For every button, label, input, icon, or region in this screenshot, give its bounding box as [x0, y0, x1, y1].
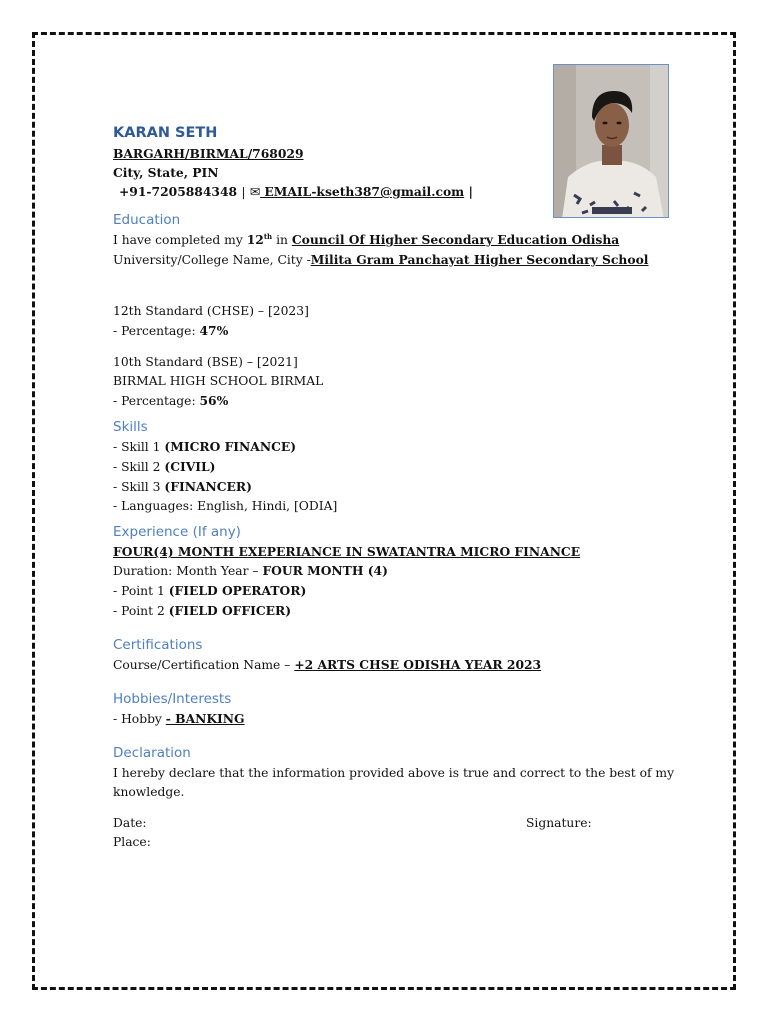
ssc-school: BIRMAL HIGH SCHOOL BIRMAL [113, 374, 324, 388]
resume-body [113, 124, 673, 852]
hsc-title: 12th Standard (CHSE) – [2023] [113, 304, 309, 318]
education-board: Council Of Higher Secondary Education Odisha [291, 232, 620, 247]
hsc-percentage-label: - Percentage: [113, 324, 200, 338]
skill-value: (MICRO FINANCE) [164, 439, 297, 454]
date-signature-row [113, 814, 673, 833]
education-line-2 [113, 250, 673, 270]
city-state-pin: City, State, PIN [113, 165, 219, 180]
hobby-value: - BANKING [165, 711, 245, 726]
contact-line [113, 182, 673, 202]
ssc-percentage-label: - Percentage: [113, 394, 200, 408]
skills-heading: Skills [113, 419, 148, 435]
education-in: in [272, 233, 292, 247]
experience-point [113, 581, 673, 601]
education-prefix: I have completed my [113, 233, 247, 247]
experience-duration [113, 561, 673, 581]
skill-item [113, 457, 673, 477]
education-line-1 [113, 230, 673, 250]
point-value: (FIELD OFFICER) [168, 603, 292, 618]
ssc-percentage-value: 56% [199, 393, 229, 408]
experience-heading: Experience (If any) [113, 524, 241, 540]
skill-label: - Skill 2 [113, 460, 165, 474]
certification-value: +2 ARTS CHSE ODISHA YEAR 2023 [294, 657, 542, 672]
education-school-prefix: University/College Name, City - [113, 253, 311, 267]
skill-label: - Skill 1 [113, 440, 165, 454]
skill-value: (FINANCER) [164, 479, 252, 494]
ssc-title: 10th Standard (BSE) – [2021] [113, 355, 298, 369]
email-link[interactable]: EMAIL-kseth387@gmail.com [260, 184, 465, 199]
declaration-line-1: I hereby declare that the information provided above is true and correct to the best of my [113, 766, 675, 780]
separator: | [241, 185, 246, 199]
point-label: - Point 1 [113, 584, 169, 598]
candidate-name: KARAN SETH [113, 125, 218, 141]
point-label: - Point 2 [113, 604, 169, 618]
certifications-heading: Certifications [113, 637, 203, 653]
trailing-separator: | [464, 184, 473, 199]
certification-item [113, 655, 673, 675]
skill-item [113, 437, 673, 457]
certification-label: Course/Certification Name – [113, 658, 295, 672]
point-value: (FIELD OPERATOR) [168, 583, 307, 598]
experience-title: FOUR(4) MONTH EXEPERIANCE IN SWATANTRA MICRO FINANCE [113, 544, 581, 559]
address: BARGARH/BIRMAL/768029 [113, 146, 304, 161]
skill-label: - Skill 3 [113, 480, 165, 494]
declaration-line-2: knowledge. [113, 785, 185, 799]
skill-value: (CIVIL) [164, 459, 216, 474]
signature-label: Signature: [526, 816, 592, 830]
hobby-label: - Hobby [113, 712, 166, 726]
hobbies-heading: Hobbies/Interests [113, 691, 232, 707]
education-heading: Education [113, 212, 181, 228]
education-grade: 12 [246, 232, 264, 247]
mail-icon: ✉ [249, 185, 261, 199]
skill-item [113, 477, 673, 497]
education-grade-sup: th [263, 231, 273, 241]
experience-point [113, 601, 673, 621]
languages: - Languages: English, Hindi, [ODIA] [113, 499, 338, 513]
place-label: Place: [113, 835, 151, 849]
hsc-percentage-value: 47% [199, 323, 229, 338]
declaration-heading: Declaration [113, 745, 191, 761]
duration-label: Duration: Month Year – [113, 564, 263, 578]
ssc-percentage [113, 391, 673, 411]
phone: +91-7205884348 [119, 184, 238, 199]
education-school: Milita Gram Panchayat Higher Secondary School [310, 252, 649, 267]
duration-value: FOUR MONTH (4) [262, 563, 388, 578]
hsc-percentage [113, 321, 673, 341]
date-label: Date: [113, 816, 147, 830]
hobby-item [113, 709, 673, 729]
